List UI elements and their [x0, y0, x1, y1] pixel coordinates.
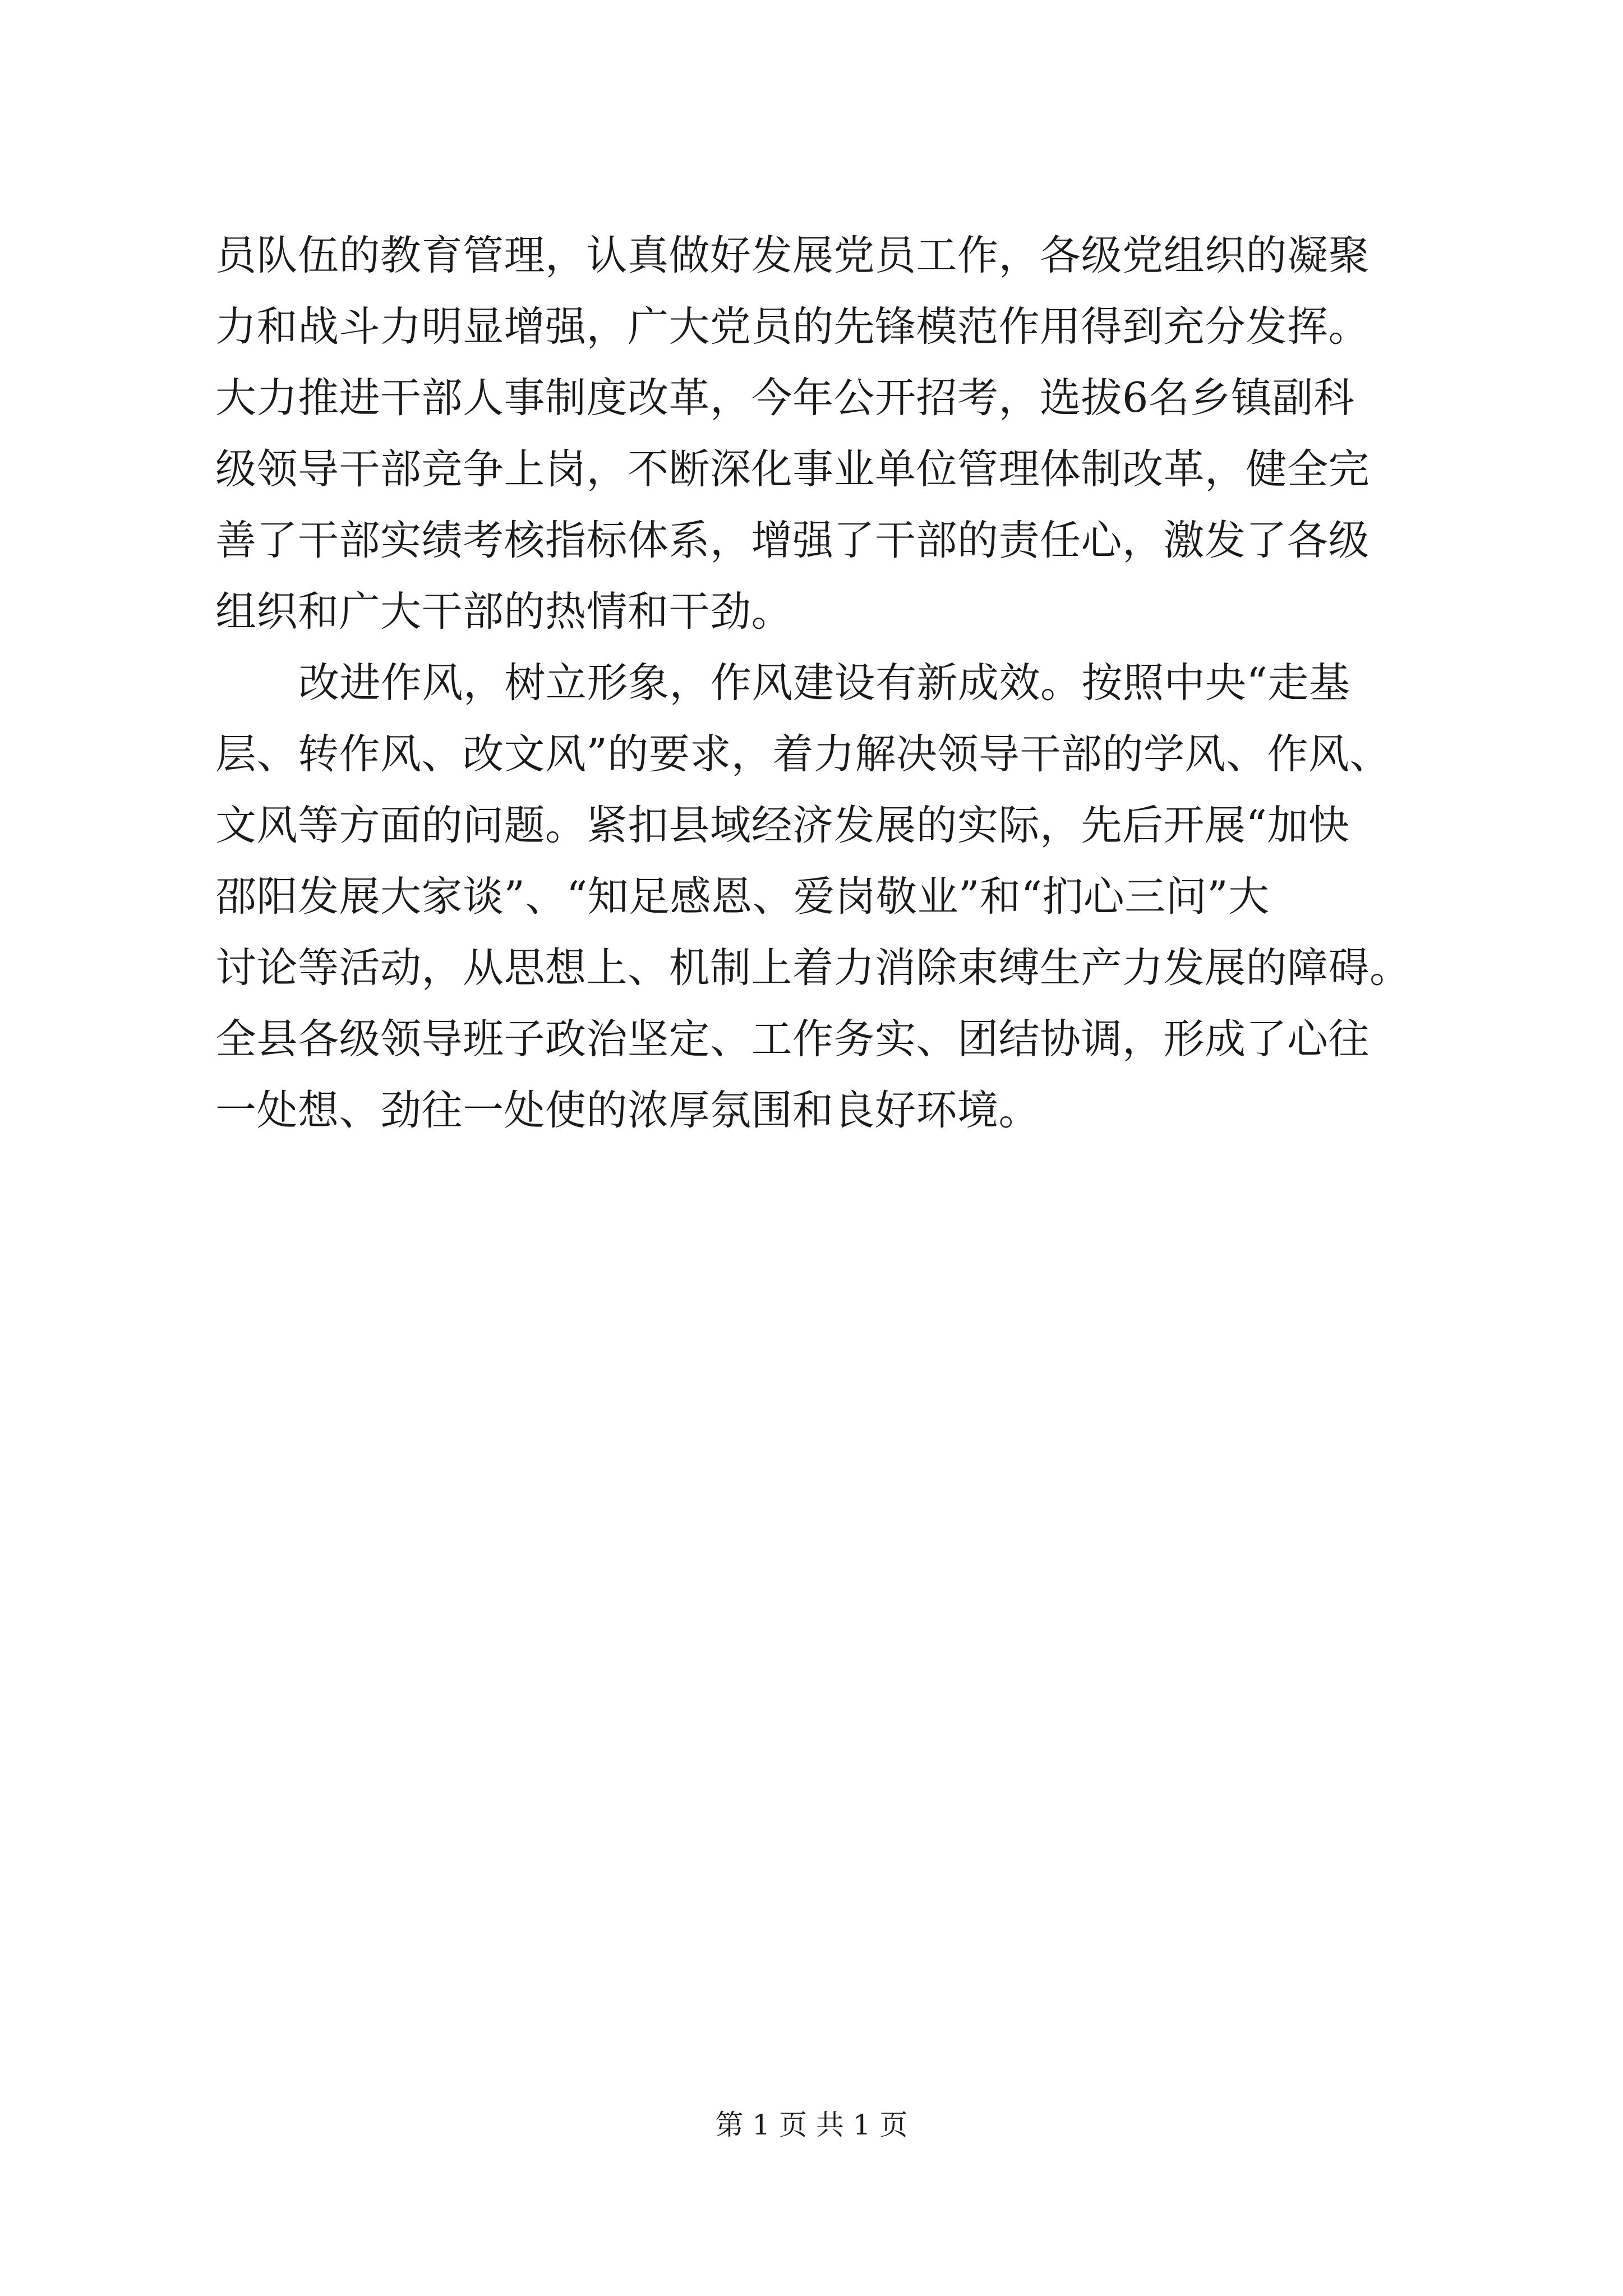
text-line: 文风等方面的问题。紧扣县域经济发展的实际，先后开展“加快	[215, 802, 1350, 849]
text-line: 全县各级领导班子政治坚定、工作务实、团结协调，形成了心往	[215, 1015, 1370, 1063]
text-line: 力和战斗力明显增强，广大党员的先锋模范作用得到充分发挥。	[215, 303, 1370, 351]
text-line: 一处想、劲往一处使的浓厚氛围和良好环境。	[215, 1087, 1040, 1134]
text-line: 讨论等活动，从思想上、机制上着力消除束缚生产力发展的障碍。	[215, 944, 1411, 992]
paragraph-2	[215, 647, 1415, 1146]
text-line: 邵阳发展大家谈”、“知足感恩、爱岗敬业”和“扪心三问”大	[215, 873, 1270, 921]
paragraph-1	[215, 220, 1415, 647]
text-line: 级领导干部竞争上岗，不断深化事业单位管理体制改革，健全完	[215, 445, 1370, 493]
page-number-footer: 第 1 页 共 1 页	[715, 2109, 908, 2141]
text-line: 大力推进干部人事制度改革，今年公开招考，选拔6名乡镇副科	[215, 374, 1355, 422]
text-line: 员队伍的教育管理，认真做好发展党员工作，各级党组织的凝聚	[215, 232, 1370, 279]
text-line: 层、转作风、改文风”的要求，着力解决领导干部的学风、作风、	[215, 730, 1391, 778]
text-line: 善了干部实绩考核指标体系，增强了干部的责任心，激发了各级	[215, 517, 1370, 564]
text-line: 组织和广大干部的热情和干劲。	[215, 588, 792, 636]
document-body	[215, 220, 1415, 1146]
text-line: 改进作风，树立形象，作风建设有新成效。按照中央“走基	[298, 659, 1350, 707]
